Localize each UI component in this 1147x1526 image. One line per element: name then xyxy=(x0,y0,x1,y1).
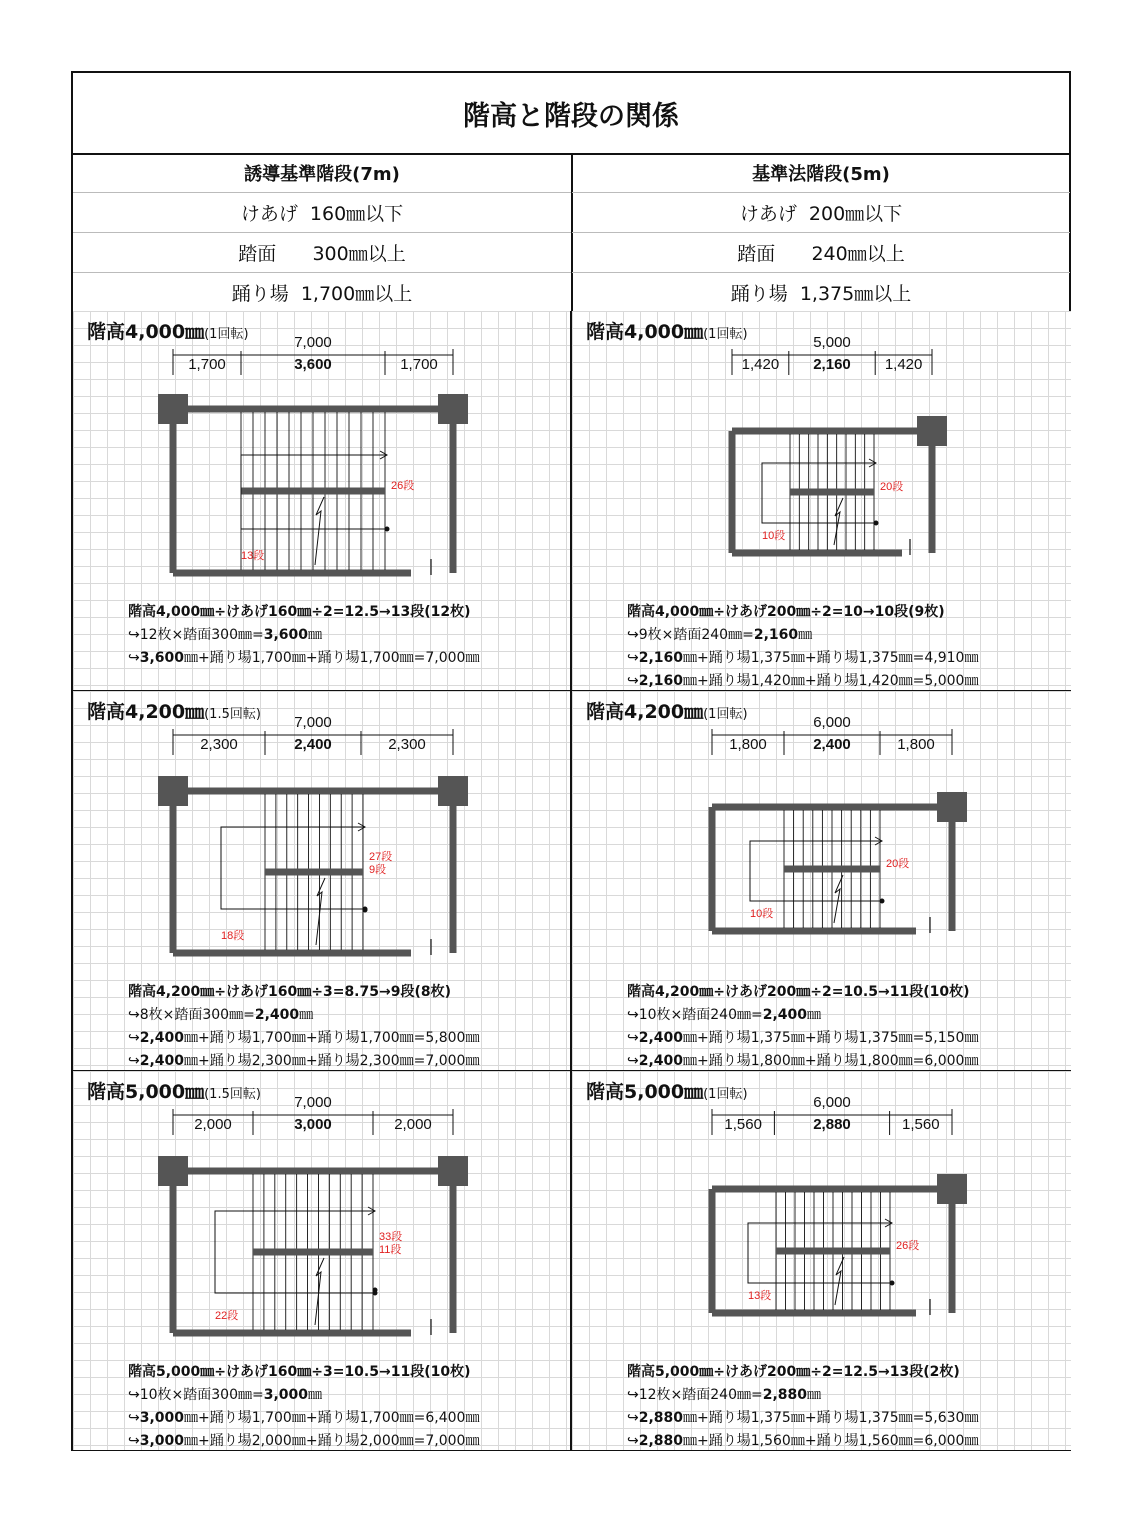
stair-plan-diagram xyxy=(73,1071,572,1361)
stair-plan-diagram xyxy=(572,691,1071,981)
bottom-wall xyxy=(173,570,411,577)
turn-count: (1回転) xyxy=(703,707,748,722)
dimension-segment-label: 3,000 xyxy=(294,1116,332,1133)
calc-line-4-arrow: ↪ xyxy=(627,673,639,689)
calc-line-3-text: ㎜+踊り場1,700㎜+踊り場1,700㎜=5,800㎜ xyxy=(184,1030,480,1046)
right-wall xyxy=(450,409,457,573)
calc-line-4 xyxy=(128,1430,479,1453)
bottom-wall xyxy=(712,1310,916,1317)
calc-line-2 xyxy=(128,1004,479,1027)
spec-heading: 誘導基準階段(7m) xyxy=(73,153,571,193)
steps-low-label: 10段 xyxy=(762,530,786,542)
turn-count: (1回転) xyxy=(703,327,748,342)
break-line xyxy=(834,498,843,545)
page-title: 階高と階段の関係 xyxy=(73,73,1069,155)
calc-line-4-bold: 3,000 xyxy=(139,1433,185,1449)
column-left xyxy=(158,1156,188,1186)
left-wall xyxy=(170,791,177,953)
dimension-segment-label: 1,420 xyxy=(884,356,923,373)
dimension-segment-label: 3,600 xyxy=(294,356,332,373)
stair-plan-diagram xyxy=(73,691,572,981)
dimension-total-label: 5,000 xyxy=(813,334,851,351)
steps-low-label: 18段 xyxy=(221,930,245,942)
top-wall xyxy=(173,1168,453,1175)
spec-heading: 基準法階段(5m) xyxy=(572,153,1070,193)
right-wall xyxy=(450,1171,457,1333)
calc-line-4-text: ㎜+踊り場1,800㎜+踊り場1,800㎜=6,000㎜ xyxy=(683,1053,979,1069)
left-wall xyxy=(170,409,177,573)
column-right xyxy=(937,792,967,822)
spec-landing: 踊り場 1,700㎜以上 xyxy=(231,283,413,305)
right-wall xyxy=(949,807,956,931)
calc-line-4-bold: 2,400 xyxy=(139,1053,185,1069)
calc-line-1-text: 階高4,000㎜÷けあげ200㎜÷2=10→10段(9枚) xyxy=(627,604,945,620)
floor-height-value: 階高5,000㎜ xyxy=(87,1081,205,1103)
calc-line-1 xyxy=(627,981,978,1004)
steps-low-label: 22段 xyxy=(215,1310,239,1322)
steps-low-label: 13段 xyxy=(241,550,265,562)
calc-line-2-bold: 2,880 xyxy=(762,1387,808,1403)
walk-start-dot xyxy=(890,1281,895,1286)
calc-line-2-text: ↪12枚×踏面240㎜= xyxy=(627,1387,763,1403)
dimension-total-label: 7,000 xyxy=(294,1094,332,1111)
dimension-segment-label: 1,560 xyxy=(724,1116,762,1133)
center-divider xyxy=(253,1249,373,1256)
dimension-segment-label: 1,800 xyxy=(729,736,767,753)
bottom-wall xyxy=(173,1330,411,1337)
spec-riser: けあげ 160㎜以下 xyxy=(73,193,571,233)
calculation-notes xyxy=(627,981,978,1073)
calc-line-4-bold: 2,400 xyxy=(638,1053,684,1069)
calc-line-4 xyxy=(627,1050,978,1073)
calc-line-1-text: 階高5,000㎜÷けあげ160㎜÷3=10.5→11段(10枚) xyxy=(128,1364,471,1380)
calc-line-3 xyxy=(128,647,479,670)
spec-left xyxy=(73,153,573,313)
dimension-segment-label: 1,700 xyxy=(188,356,226,373)
calculation-notes xyxy=(128,1361,479,1453)
calculation-notes xyxy=(128,601,479,670)
center-divider xyxy=(784,866,880,873)
calc-line-4-arrow: ↪ xyxy=(128,1433,140,1449)
calc-line-2-unit: ㎜ xyxy=(807,1007,822,1023)
calc-line-1 xyxy=(627,601,978,624)
stair-sheet xyxy=(71,71,1071,1451)
calculation-notes xyxy=(627,1361,978,1453)
steps-mid-label: 11段 xyxy=(379,1244,402,1256)
stair-case-cell xyxy=(73,1071,572,1451)
spec-right xyxy=(572,153,1070,313)
left-wall xyxy=(709,1189,716,1313)
dimension-segment-label: 1,420 xyxy=(741,356,780,373)
calc-line-1 xyxy=(128,1361,479,1384)
break-line xyxy=(315,497,324,565)
steps-total-label: 26段 xyxy=(896,1240,920,1252)
calc-line-3-text: ㎜+踊り場1,700㎜+踊り場1,700㎜=7,000㎜ xyxy=(184,650,480,666)
spec-tread: 踏面 300㎜以上 xyxy=(73,233,571,273)
walk-start-dot xyxy=(385,527,390,532)
floor-height-value: 階高4,200㎜ xyxy=(87,701,205,723)
right-wall xyxy=(929,431,936,553)
center-divider xyxy=(265,869,363,876)
calc-line-4-bold: 2,160 xyxy=(638,673,684,689)
break-line xyxy=(316,878,325,945)
dimension-segment-label: 1,700 xyxy=(400,356,438,373)
dimension-total-label: 6,000 xyxy=(813,1094,851,1111)
dimension-segment-label: 2,400 xyxy=(294,736,332,753)
stair-plan-diagram xyxy=(572,1071,1071,1361)
floor-height-value: 階高4,000㎜ xyxy=(87,321,205,343)
floor-height-value: 階高4,000㎜ xyxy=(586,321,704,343)
calc-line-3-bold: 2,400 xyxy=(139,1030,185,1046)
walk-start-dot xyxy=(880,899,885,904)
calc-line-3-bold: 2,880 xyxy=(638,1410,684,1426)
calc-line-1-text: 階高4,200㎜÷けあげ160㎜÷3=8.75→9段(8枚) xyxy=(128,984,451,1000)
column-right xyxy=(438,1156,468,1186)
calc-line-4-arrow: ↪ xyxy=(627,1433,639,1449)
calc-line-2 xyxy=(627,1384,978,1407)
column-right xyxy=(917,416,947,446)
calc-line-2-bold: 2,160 xyxy=(753,627,799,643)
center-divider xyxy=(241,488,385,495)
column-left xyxy=(158,776,188,806)
calc-line-2 xyxy=(128,624,479,647)
walk-start-dot xyxy=(874,521,879,526)
turn-count: (1回転) xyxy=(204,327,249,342)
calc-line-1-text: 階高5,000㎜÷けあげ200㎜÷2=12.5→13段(2枚) xyxy=(627,1364,960,1380)
dimension-segment-label: 2,300 xyxy=(388,736,426,753)
calc-line-3-bold: 3,600 xyxy=(139,650,185,666)
calc-line-3-arrow: ↪ xyxy=(627,1030,639,1046)
right-wall xyxy=(949,1189,956,1313)
calc-line-4-text: ㎜+踊り場1,560㎜+踊り場1,560㎜=6,000㎜ xyxy=(683,1433,979,1449)
dimension-segment-label: 2,000 xyxy=(394,1116,432,1133)
calc-line-1-text: 階高4,000㎜÷けあげ160㎜÷2=12.5→13段(12枚) xyxy=(128,604,471,620)
calc-line-3 xyxy=(627,1407,978,1430)
calc-line-2-text: ↪8枚×踏面300㎜= xyxy=(128,1007,255,1023)
calc-line-2 xyxy=(627,624,978,647)
calc-line-3-bold: 2,160 xyxy=(638,650,684,666)
calc-line-4-arrow: ↪ xyxy=(627,1053,639,1069)
column-right xyxy=(937,1174,967,1204)
calc-line-3 xyxy=(128,1407,479,1430)
calc-line-1 xyxy=(128,601,479,624)
break-line xyxy=(315,1258,324,1325)
calc-line-3-bold: 3,000 xyxy=(139,1410,185,1426)
center-divider xyxy=(790,489,874,496)
steps-low-label: 10段 xyxy=(750,908,774,920)
calc-line-3-arrow: ↪ xyxy=(627,1410,639,1426)
steps-mid-label: 9段 xyxy=(369,864,387,876)
top-wall xyxy=(173,406,453,413)
dimension-segment-label: 2,400 xyxy=(813,736,851,753)
calc-line-4-text: ㎜+踊り場1,420㎜+踊り場1,420㎜=5,000㎜ xyxy=(683,673,979,689)
calc-line-2-bold: 3,600 xyxy=(263,627,309,643)
column-right xyxy=(438,394,468,424)
spec-landing: 踊り場 1,375㎜以上 xyxy=(730,283,912,305)
turn-count: (1回転) xyxy=(703,1087,748,1102)
calc-line-4 xyxy=(627,1430,978,1453)
calc-line-3-arrow: ↪ xyxy=(128,650,140,666)
calc-line-4 xyxy=(627,670,978,693)
column-left xyxy=(158,394,188,424)
stair-case-cell xyxy=(572,691,1071,1071)
calc-line-3-text: ㎜+踊り場1,375㎜+踊り場1,375㎜=4,910㎜ xyxy=(683,650,979,666)
calc-line-2-unit: ㎜ xyxy=(308,627,323,643)
calc-line-2 xyxy=(627,1004,978,1027)
turn-count: (1.5回転) xyxy=(204,1087,261,1102)
stair-case-cell xyxy=(572,1071,1071,1451)
calc-line-3 xyxy=(627,647,978,670)
calc-line-4-bold: 2,880 xyxy=(638,1433,684,1449)
left-wall xyxy=(709,807,716,931)
bottom-wall xyxy=(712,928,916,935)
dimension-segment-label: 2,000 xyxy=(194,1116,232,1133)
dimension-total-label: 7,000 xyxy=(294,714,332,731)
calc-line-2-text: ↪10枚×踏面240㎜= xyxy=(627,1007,763,1023)
stair-case-cell xyxy=(73,691,572,1071)
center-divider xyxy=(776,1248,890,1255)
walk-line xyxy=(221,827,365,909)
column-right xyxy=(438,776,468,806)
stair-plan-diagram xyxy=(572,311,1071,601)
bottom-wall xyxy=(732,550,902,557)
left-wall xyxy=(729,431,736,553)
steps-total-label: 27段 xyxy=(369,851,393,863)
calc-line-2 xyxy=(128,1384,479,1407)
calc-line-4-text: ㎜+踊り場2,000㎜+踊り場2,000㎜=7,000㎜ xyxy=(184,1433,480,1449)
calc-line-3-text: ㎜+踊り場1,375㎜+踊り場1,375㎜=5,150㎜ xyxy=(683,1030,979,1046)
calc-line-3-bold: 2,400 xyxy=(638,1030,684,1046)
top-wall xyxy=(712,804,952,811)
walk-mid-dot xyxy=(373,1288,378,1293)
dimension-total-label: 7,000 xyxy=(294,334,332,351)
floor-height-value: 階高5,000㎜ xyxy=(586,1081,704,1103)
calc-line-4 xyxy=(128,1050,479,1073)
calc-line-2-unit: ㎜ xyxy=(299,1007,314,1023)
stair-case-cell xyxy=(572,311,1071,691)
walk-mid-dot xyxy=(363,908,368,913)
dimension-segment-label: 1,800 xyxy=(897,736,935,753)
calc-line-2-unit: ㎜ xyxy=(798,627,813,643)
spec-riser: けあげ 200㎜以下 xyxy=(572,193,1070,233)
calc-line-2-bold: 2,400 xyxy=(762,1007,808,1023)
calc-line-1 xyxy=(128,981,479,1004)
stair-case-cell xyxy=(73,311,572,691)
steps-total-label: 20段 xyxy=(880,481,904,493)
right-wall xyxy=(450,791,457,953)
calc-line-3 xyxy=(128,1027,479,1050)
steps-low-label: 13段 xyxy=(748,1290,772,1302)
top-wall xyxy=(173,788,453,795)
calc-line-3-arrow: ↪ xyxy=(627,650,639,666)
stair-plan-diagram xyxy=(73,311,572,601)
dimension-segment-label: 1,560 xyxy=(902,1116,940,1133)
calc-line-2-bold: 2,400 xyxy=(254,1007,300,1023)
turn-count: (1.5回転) xyxy=(204,707,261,722)
calculation-notes xyxy=(627,601,978,693)
calc-line-2-text: ↪9枚×踏面240㎜= xyxy=(627,627,754,643)
floor-height-value: 階高4,200㎜ xyxy=(586,701,704,723)
calc-line-3-text: ㎜+踊り場1,375㎜+踊り場1,375㎜=5,630㎜ xyxy=(683,1410,979,1426)
dimension-total-label: 6,000 xyxy=(813,714,851,731)
calc-line-1-text: 階高4,200㎜÷けあげ200㎜÷2=10.5→11段(10枚) xyxy=(627,984,970,1000)
calc-line-2-bold: 3,000 xyxy=(263,1387,309,1403)
calc-line-4-arrow: ↪ xyxy=(128,1053,140,1069)
steps-total-label: 26段 xyxy=(391,480,415,492)
dimension-segment-label: 2,880 xyxy=(813,1116,851,1133)
calc-line-1 xyxy=(627,1361,978,1384)
calc-line-2-text: ↪10枚×踏面300㎜= xyxy=(128,1387,264,1403)
dimension-segment-label: 2,160 xyxy=(813,356,851,373)
bottom-wall xyxy=(173,950,411,957)
calc-line-4-text: ㎜+踊り場2,300㎜+踊り場2,300㎜=7,000㎜ xyxy=(184,1053,480,1069)
calc-line-3 xyxy=(627,1027,978,1050)
top-wall xyxy=(712,1186,952,1193)
calc-line-3-arrow: ↪ xyxy=(128,1410,140,1426)
calc-line-3-text: ㎜+踊り場1,700㎜+踊り場1,700㎜=6,400㎜ xyxy=(184,1410,480,1426)
left-wall xyxy=(170,1171,177,1333)
steps-total-label: 33段 xyxy=(379,1231,403,1243)
spec-tread: 踏面 240㎜以上 xyxy=(572,233,1070,273)
steps-total-label: 20段 xyxy=(886,858,910,870)
calc-line-3-arrow: ↪ xyxy=(128,1030,140,1046)
calc-line-2-unit: ㎜ xyxy=(807,1387,822,1403)
dimension-segment-label: 2,300 xyxy=(200,736,238,753)
top-wall xyxy=(732,428,932,435)
calc-line-2-unit: ㎜ xyxy=(308,1387,323,1403)
calculation-notes xyxy=(128,981,479,1073)
calc-line-2-text: ↪12枚×踏面300㎜= xyxy=(128,627,264,643)
